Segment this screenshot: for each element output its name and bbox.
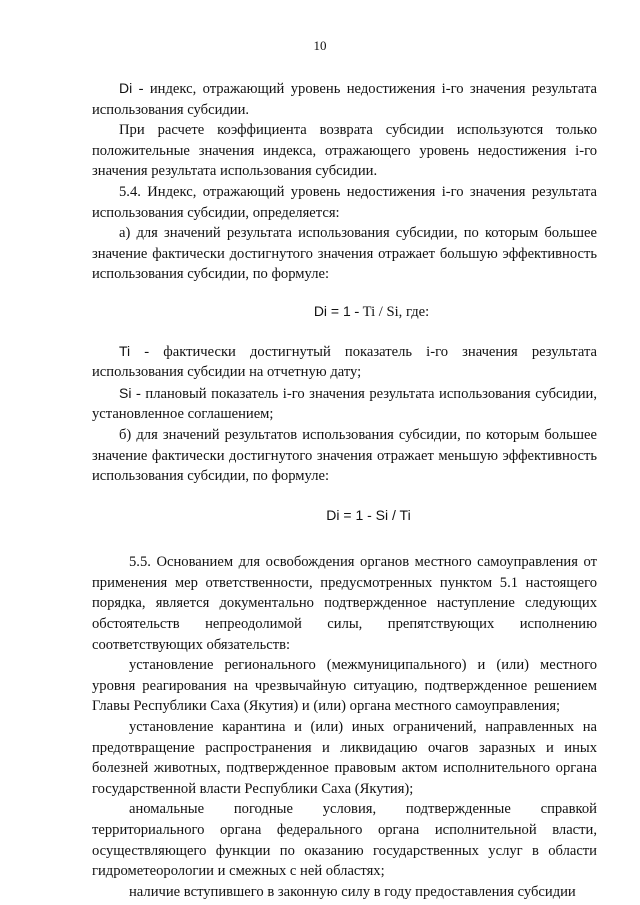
paragraph-si-definition: [92, 383, 597, 425]
page-number: 10: [313, 38, 327, 53]
paragraph-case-b: б) для значений результатов использования субсидии, по которым большее значение фактически достигнутого значения отражает меньшую эффективность использования субсидии, по формуле:: [92, 426, 597, 485]
paragraph-weather-conditions: аномальные погодные условия, подтвержденные справкой территориального органа федерального органа исполнительной власти, осуществляющего функции по оказанию государственных услуг в области гидрометеорологии и смежных с ней областях;: [92, 801, 597, 880]
formula-a-lhs: Di = 1: [313, 302, 351, 319]
document-body: [92, 78, 597, 902]
formula-case-a: [92, 301, 597, 323]
paragraph-5-5: 5.5. Основанием для освобождения органов местного самоуправления от применения мер ответственности, предусмотренных пунктом 5.1 настоящего порядка, является документально подтвержденное наступление следующих обстоятельств непреодолимой силы, препятствующих исполнению соответствующих обязательств:: [92, 554, 597, 653]
paragraph-court-decision: наличие вступившего в законную силу в году предоставления субсидии: [129, 883, 576, 900]
ti-definition-text: - фактически достигнутый показатель i-го значения результата использования субсидии на отчетную дату;: [92, 343, 597, 381]
formula-a-rhs: - Ti / Si, где:: [350, 303, 430, 320]
variable-di: Di: [119, 80, 133, 96]
paragraph-di-definition: [92, 78, 597, 120]
paragraph-5-4: 5.4. Индекс, отражающий уровень недостижения i-го значения результата использования субсидии, определяется:: [92, 183, 597, 221]
variable-ti: Ti: [119, 342, 131, 359]
si-definition-text: - плановый показатель i-го значения результата использования субсидии, установленное соглашением;: [92, 385, 597, 423]
variable-si: Si: [119, 384, 132, 401]
paragraph-case-a: а) для значений результата использования субсидии, по которым большее значение фактически достигнутого значения отражает большую эффективность использования субсидии, по формуле:: [92, 225, 597, 283]
paragraph-quarantine: установление карантина и (или) иных ограничений, направленных на предотвращение распространения и ликвидацию очагов заразных и иных болезней животных, подтвержденное правовым актом исполнительного органа государственной власти Республики Саха (Якутия);: [92, 719, 597, 797]
paragraph-ti-definition: [92, 341, 597, 383]
paragraph-return-coefficient: При расчете коэффициента возврата субсидии используются только положительные значения индекса, отражающего уровень недостижения i-го значения результата использования субсидии.: [92, 122, 597, 180]
formula-case-b: Di = 1 - Si / Ti: [326, 506, 411, 523]
paragraph-emergency-response: установление регионального (межмуниципального) и (или) местного уровня реагирования на чрезвычайную ситуацию, подтвержденное решением Главы Республики Саха (Якутия) и (или) органа местного самоуправления;: [92, 657, 597, 715]
di-definition-text: - индекс, отражающий уровень недостижения i-го значения результата использования субсидии.: [92, 81, 597, 118]
